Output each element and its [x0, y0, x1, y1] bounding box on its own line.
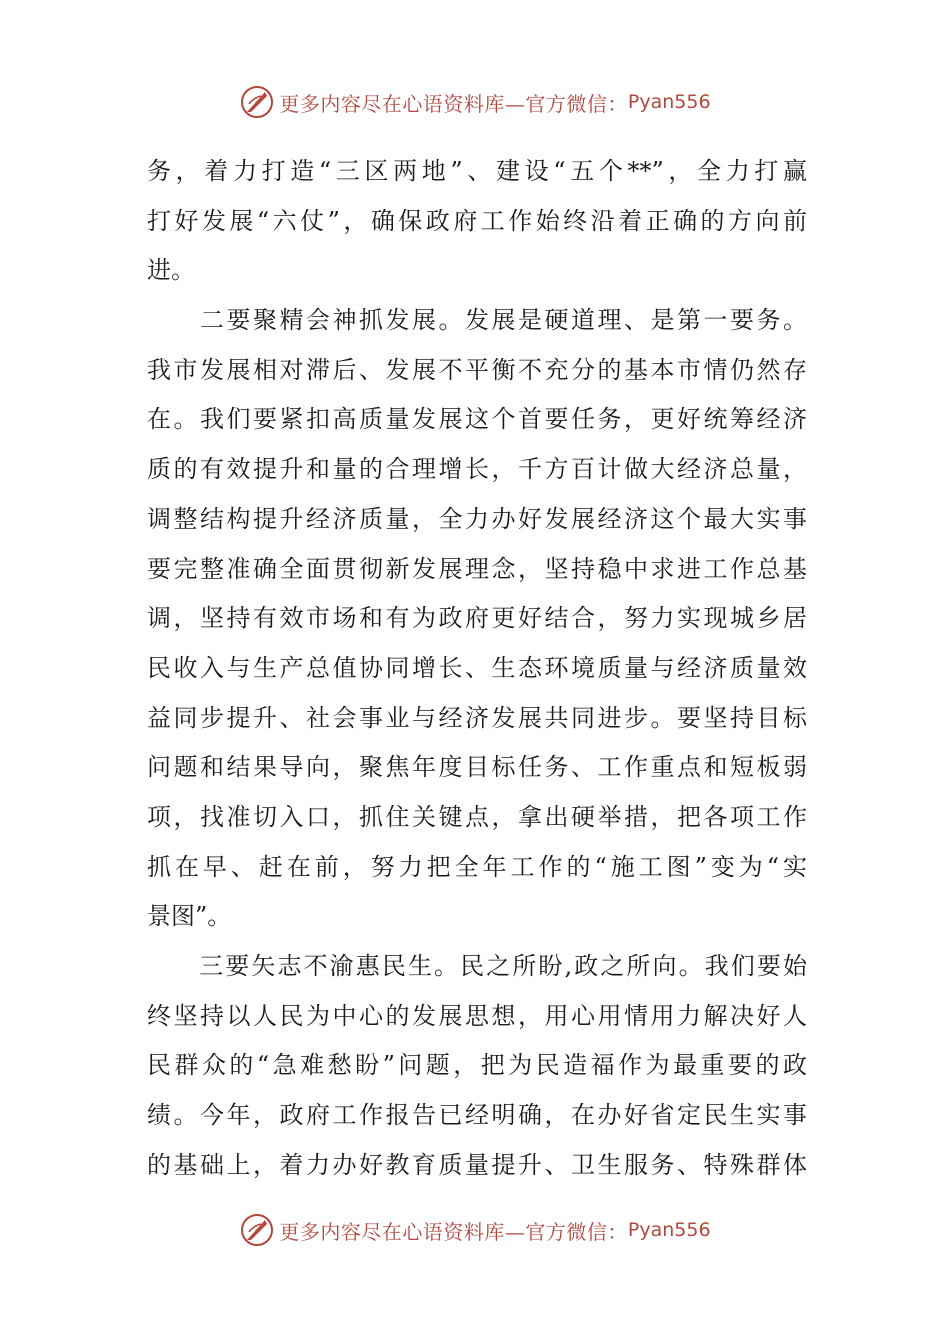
text-line: 要完整准确全面贯彻新发展理念，坚持稳中求进工作总基 [147, 554, 807, 583]
text-line: 我市发展相对滞后、发展不平衡不充分的基本市情仍然存 [147, 355, 807, 384]
text-line: 打好发展“六仗”，确保政府工作始终沿着正确的方向前 [147, 206, 807, 235]
banner-text: 更多内容尽在心语资料库—官方微信： [279, 1219, 628, 1244]
quill-logo-icon [239, 1212, 275, 1248]
banner-text: 更多内容尽在心语资料库—官方微信： [279, 91, 628, 116]
banner-wechat-id: Pyan556 [627, 91, 711, 113]
text-line: 务，着力打造“三区两地”、建设“五个**”，全力打赢 [147, 157, 807, 185]
text-line: 在。我们要紧扣高质量发展这个首要任务，更好统筹经济 [147, 405, 807, 434]
text-line: 调整结构提升经济质量，全力办好发展经济这个最大实事 [147, 504, 807, 533]
text-line: 质的有效提升和量的合理增长，千方百计做大经济总量， [147, 455, 807, 484]
text-line: 的基础上，着力办好教育质量提升、卫生服务、特殊群体 [147, 1150, 807, 1179]
text-line: 民收入与生产总值协同增长、生态环境质量与经济质量效 [147, 653, 807, 682]
text-line: 终坚持以人民为中心的发展思想，用心用情用力解决好人 [147, 1001, 807, 1030]
text-line: 二要聚精会神抓发展。发展是硬道理、是第一要务。 [147, 306, 807, 335]
footer-banner [0, 1210, 950, 1250]
text-line: 进。 [147, 256, 195, 285]
quill-logo-icon [239, 84, 275, 120]
header-banner [0, 82, 950, 122]
text-line: 益同步提升、社会事业与经济发展共同进步。要坚持目标 [147, 703, 807, 732]
banner-wechat-id: Pyan556 [627, 1219, 711, 1241]
text-line: 抓在早、赶在前，努力把全年工作的“施工图”变为“实 [147, 852, 807, 881]
text-line: 景图”。 [147, 902, 232, 931]
text-line: 项，找准切入口，抓住关键点，拿出硬举措，把各项工作 [147, 802, 807, 831]
text-line: 三要矢志不渝惠民生。民之所盼,政之所向。我们要始 [147, 952, 807, 980]
text-line: 调，坚持有效市场和有为政府更好结合，努力实现城乡居 [147, 604, 807, 633]
document-body [147, 147, 807, 1190]
text-line: 民群众的“急难愁盼”问题，把为民造福作为最重要的政 [147, 1051, 807, 1080]
text-line: 问题和结果导向，聚焦年度目标任务、工作重点和短板弱 [147, 753, 807, 782]
text-line: 绩。今年，政府工作报告已经明确，在办好省定民生实事 [147, 1101, 807, 1130]
